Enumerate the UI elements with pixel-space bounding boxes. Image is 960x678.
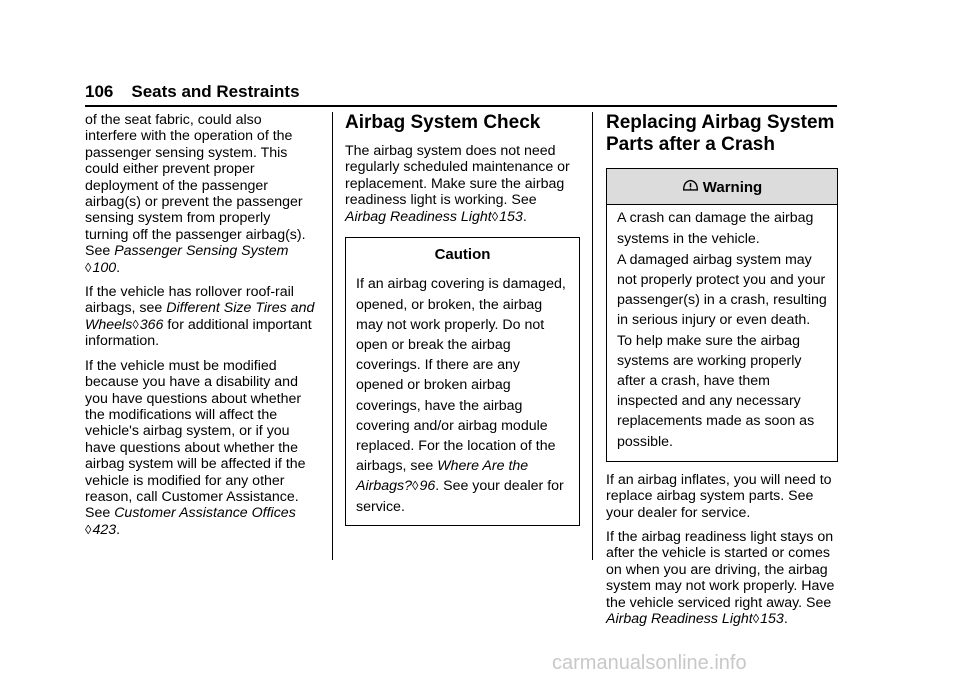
cross-reference-link[interactable]: Where Are the Airbags?	[356, 458, 529, 495]
cross-reference-link[interactable]: Customer Assistance Offices	[114, 505, 296, 522]
cross-reference-link[interactable]: Airbag Readiness Light	[345, 208, 492, 225]
page-ref[interactable]: 423	[92, 521, 117, 538]
page-number: 106	[85, 82, 114, 101]
caution-title: Caution	[434, 246, 491, 264]
paragraph: If the airbag readiness light stays on after the vehicle is started or comes on when you are driving, the airbag system may not work properly. Have the vehicle serviced right away. See Airbag Readiness Light◊153.	[606, 529, 835, 628]
section-heading: Airbag System Check	[345, 112, 541, 133]
paragraph: If the vehicle must be modified because you have a disability and you have questions about whether the modifications will affect the vehicle's airbag system, or if you have questions about whether the airbag system will be affected if the vehicle is modified for any other reason, call Customer Assistance. See Customer Assistance Offices ◊423.	[85, 357, 306, 538]
column-divider	[592, 112, 593, 560]
caution-box	[345, 237, 580, 526]
page-ref-icon: ◊	[85, 521, 92, 537]
cross-reference-link[interactable]: Airbag Readiness Light	[606, 611, 753, 628]
page-header	[85, 82, 837, 107]
paragraph: The airbag system does not need regularly scheduled maintenance or replacement. Make sure the airbag readiness light is working. See Airbag Readiness Light◊153.	[345, 143, 570, 225]
section-heading: Replacing Airbag System Parts after a Crash	[606, 112, 835, 155]
watermark: carmanualsonline.info	[552, 652, 747, 674]
warning-box	[606, 168, 838, 462]
page-ref-icon: ◊	[752, 611, 760, 627]
page-ref[interactable]: 153	[760, 611, 784, 628]
column-1	[85, 112, 317, 546]
page-ref[interactable]: 100	[92, 259, 117, 276]
warning-title: Warning	[702, 179, 763, 196]
column-3	[606, 112, 838, 636]
page-ref-icon: ◊	[412, 478, 419, 494]
page-ref-icon: ◊	[132, 316, 139, 332]
page-ref[interactable]: 153	[499, 208, 523, 225]
paragraph: If the vehicle has rollover roof-rail airbags, see Different Size Tires and Wheels◊366 for additional important information.	[85, 284, 315, 350]
column-divider	[332, 112, 333, 560]
page-ref[interactable]: 366	[139, 316, 164, 333]
caution-body: If an airbag covering is damaged, opened, or broken, the airbag may not work properly. Do not open or break the airbag coverings. If there are any opened or broken airbag coverings, have the airbag covering and/or airbag module replaced. For the location of the airbags, see Where Are the Airbags?◊96. See your dealer for service.	[356, 276, 566, 515]
column-2	[345, 112, 580, 536]
paragraph: of the seat fabric, could also interfere with the operation of the passenger sensing system. This could either prevent proper deployment of the passenger airbag(s) or prevent the passenger sensing system from properly turning off the passenger airbag(s). See Passenger Sensing System ◊100.	[85, 112, 306, 276]
warning-paragraph: A damaged airbag system may not properly protect you and your passenger(s) in a crash, resulting in serious injury or even death. To help make sure the airbag systems are working properly after a crash, have them inspected and any necessary replacements made as soon as possible.	[617, 251, 827, 450]
warning-body	[607, 205, 837, 460]
page-ref[interactable]: 96	[419, 478, 436, 495]
warning-header	[607, 169, 837, 205]
section-title: Seats and Restraints	[131, 82, 300, 101]
warning-paragraph: A crash can damage the airbag systems in the vehicle.	[617, 210, 814, 247]
page-ref-icon: ◊	[491, 208, 499, 224]
paragraph: If an airbag inflates, you will need to replace airbag system parts. See your dealer for service.	[606, 471, 832, 521]
cross-reference-link[interactable]: Different Size Tires and Wheels	[85, 300, 315, 333]
cross-reference-link[interactable]: Passenger Sensing System	[114, 243, 289, 260]
warning-icon	[682, 178, 699, 195]
page-ref-icon: ◊	[85, 259, 92, 275]
